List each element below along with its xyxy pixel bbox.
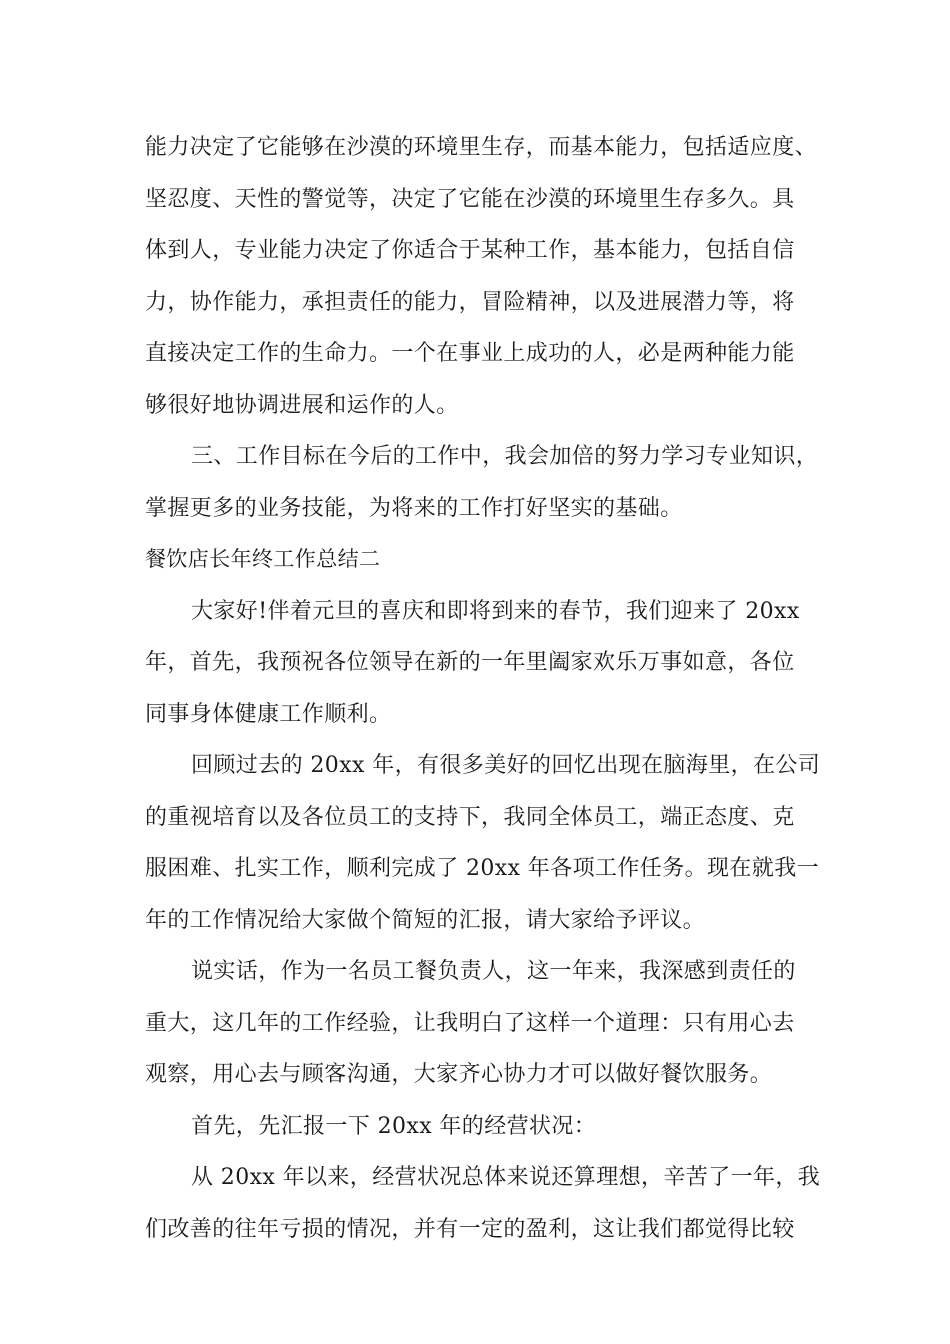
text-line: 重大，这几年的工作经验，让我明白了这样一个道理：只有用心去	[145, 1010, 795, 1036]
text-line: 够很好地协调进展和运作的人。	[145, 392, 459, 418]
paragraph-start-line: 大家好!伴着元旦的喜庆和即将到来的春节，我们迎来了 20xx	[191, 598, 800, 624]
section-heading: 餐饮店长年终工作总结二	[145, 547, 381, 571]
text-line: 服困难、扎实工作，顺利完成了 20xx 年各项工作任务。现在就我一	[145, 856, 819, 881]
text-line: 能力决定了它能够在沙漠的环境里生存，而基本能力，包括适应度、	[145, 135, 818, 160]
text-line: 年，首先，我预祝各位领导在新的一年里阖家欢乐万事如意，各位	[145, 650, 795, 675]
text-line: 直接决定工作的生命力。一个在事业上成功的人，必是两种能力能	[145, 341, 795, 366]
text-line: 观察，用心去与顾客沟通，大家齐心协力才可以做好餐饮服务。	[145, 1062, 773, 1087]
document-body	[145, 122, 825, 1255]
text-line: 掌握更多的业务技能，为将来的工作打好坚实的基础。	[145, 495, 683, 521]
text-line: 坚忍度、天性的警觉等，决定了它能在沙漠的环境里生存多久。具	[145, 186, 795, 212]
text-line: 体到人，专业能力决定了你适合于某种工作，基本能力，包括自信	[145, 238, 795, 263]
paragraph-start-line: 三、工作目标在今后的工作中，我会加倍的努力学习专业知识，	[191, 444, 819, 469]
paragraph-start-line: 从 20xx 年以来，经营状况总体来说还算理想，辛苦了一年，我	[191, 1165, 821, 1190]
paragraph-start-line: 说实话，作为一名员工餐负责人，这一年来，我深感到责任的	[191, 959, 796, 984]
text-line: 的重视培育以及各位员工的支持下，我同全体员工，端正态度、克	[145, 804, 795, 830]
text-line: 同事身体健康工作顺利。	[145, 701, 392, 727]
paragraph-start-line: 首先，先汇报一下 20xx 年的经营状况：	[191, 1113, 597, 1139]
text-line: 力，协作能力，承担责任的能力，冒险精神，以及进展潜力等，将	[145, 289, 795, 315]
text-line: 年的工作情况给大家做个简短的汇报，请大家给予评议。	[145, 907, 706, 933]
paragraph-start-line: 回顾过去的 20xx 年，有很多美好的回忆出现在脑海里，在公司	[191, 753, 821, 778]
text-line: 们改善的往年亏损的情况，并有一定的盈利，这让我们都觉得比较	[145, 1216, 795, 1242]
